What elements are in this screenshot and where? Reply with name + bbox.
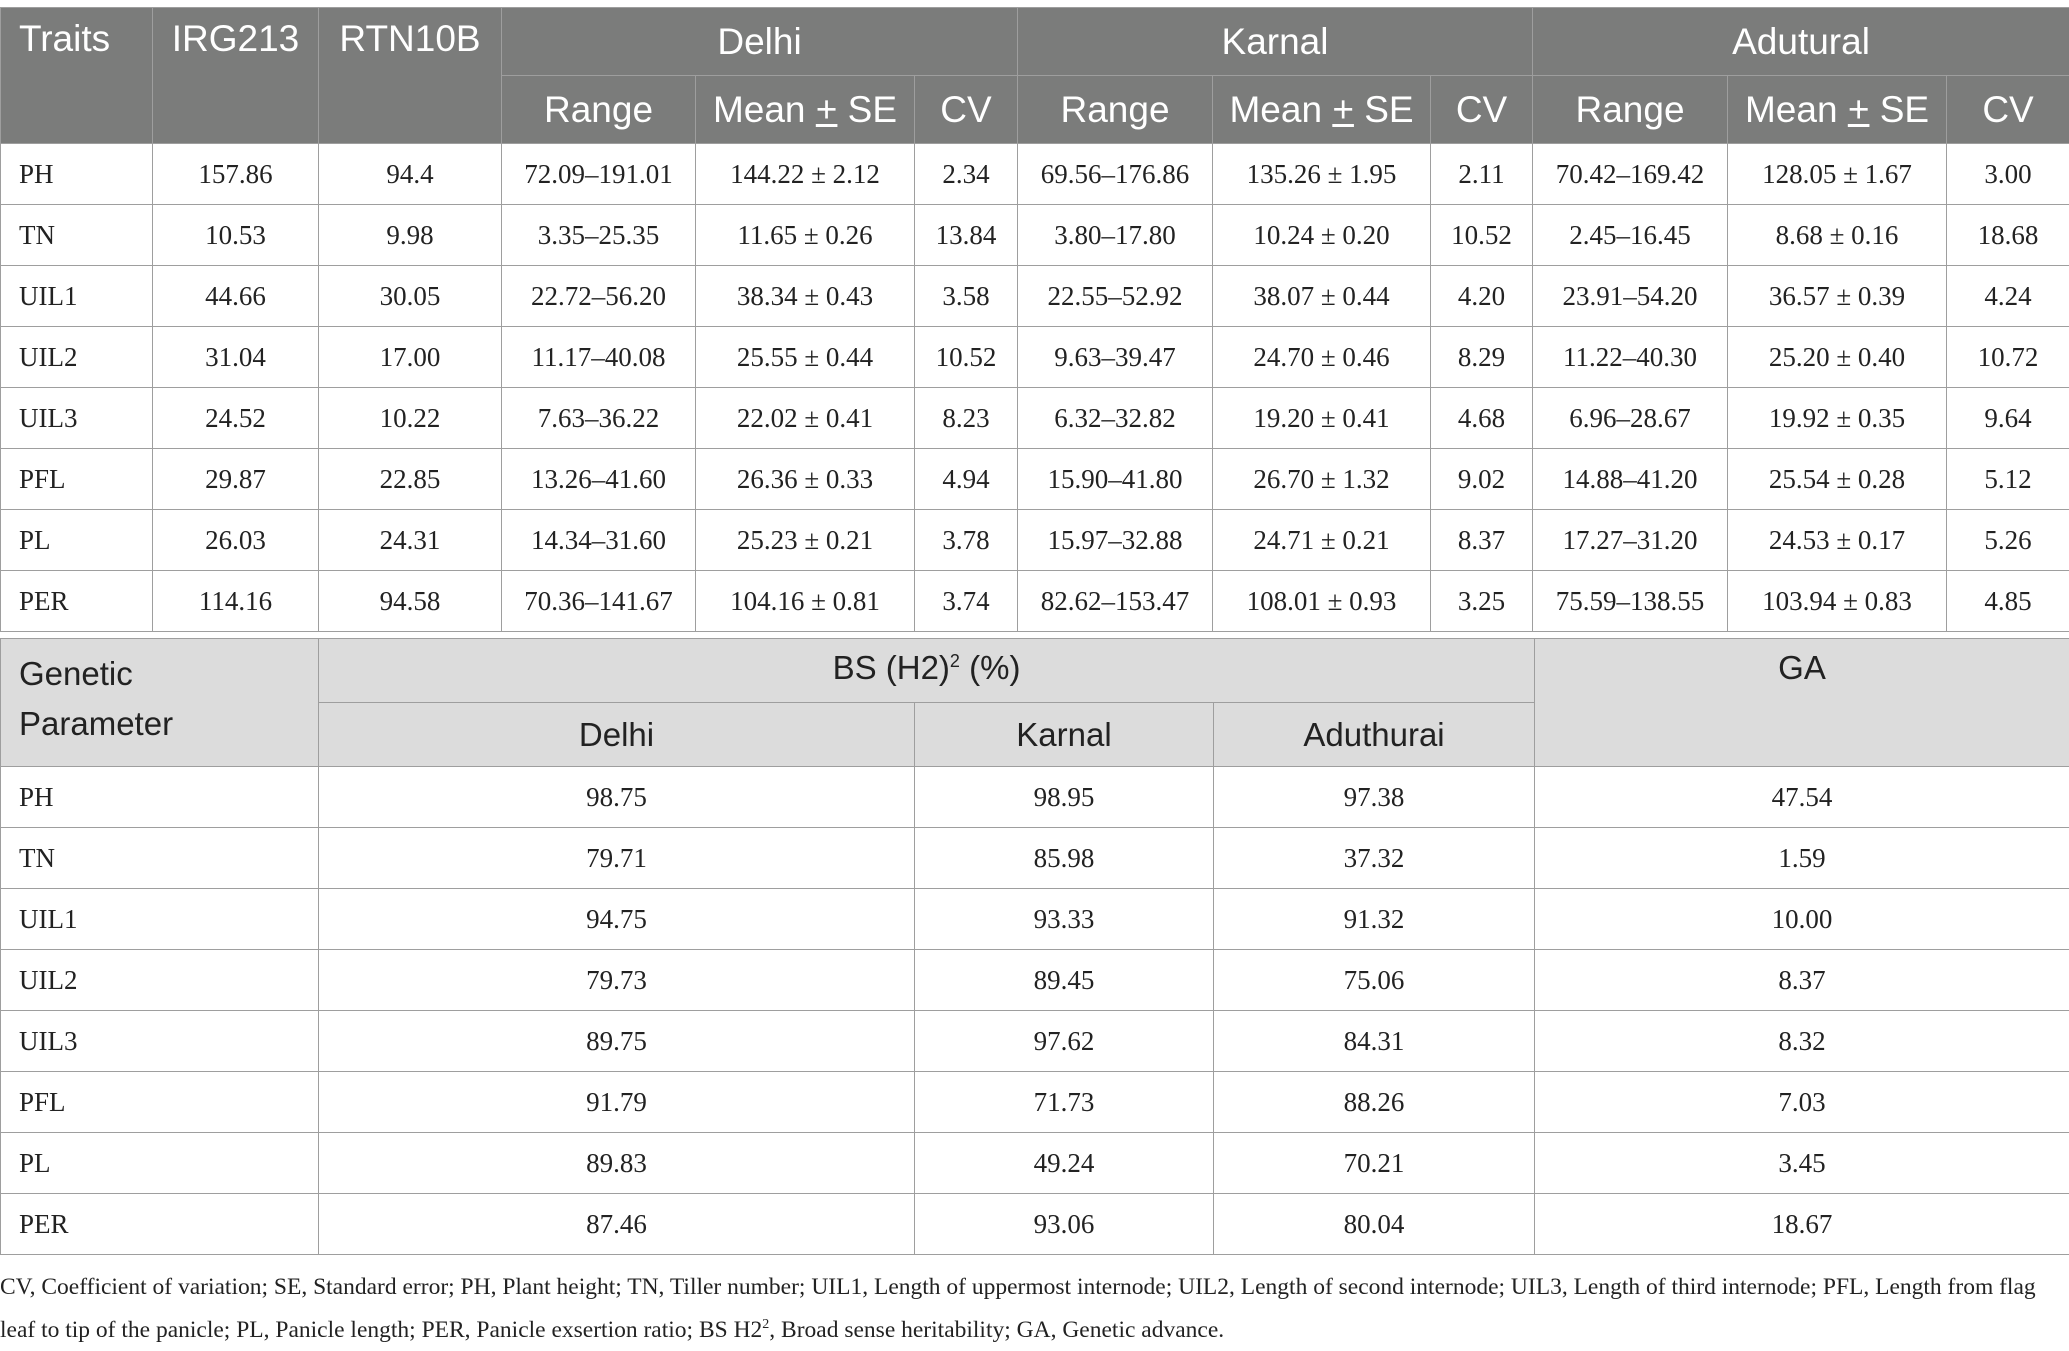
header-irg213: IRG213 — [153, 8, 319, 144]
table-cell: 22.85 — [319, 449, 502, 510]
table-cell: 94.75 — [319, 889, 915, 950]
header2-location-delhi: Delhi — [319, 703, 915, 767]
table-cell: 79.71 — [319, 828, 915, 889]
table-cell: 38.34 ± 0.43 — [696, 266, 915, 327]
table-cell: 26.03 — [153, 510, 319, 571]
table-cell: 9.63–39.47 — [1018, 327, 1213, 388]
table-cell: 10.00 — [1535, 889, 2069, 950]
subheader-mean-se — [1728, 76, 1947, 144]
mean-label: Mean — [1744, 88, 1848, 130]
table-cell: 93.06 — [915, 1194, 1214, 1255]
footnote-superscript: 2 — [762, 1317, 770, 1332]
table-cell: 31.04 — [153, 327, 319, 388]
genetic-parameter-table — [0, 638, 2069, 1255]
table-cell: 22.55–52.92 — [1018, 266, 1213, 327]
table-cell: 3.35–25.35 — [502, 205, 696, 266]
table-cell: 4.85 — [1947, 571, 2069, 632]
header-genetic-advance: GA — [1535, 639, 2069, 767]
header2-location-aduthurai: Aduthurai — [1214, 703, 1535, 767]
table-row — [1, 388, 2069, 449]
header-traits: Traits — [1, 8, 153, 144]
table-cell: 22.02 ± 0.41 — [696, 388, 915, 449]
table-cell: 7.03 — [1535, 1072, 2069, 1133]
table-cell: 24.52 — [153, 388, 319, 449]
table-cell: 70.42–169.42 — [1533, 144, 1728, 205]
plus-minus-symbol: + — [815, 88, 838, 130]
se-label: SE — [837, 88, 898, 130]
table-cell: 3.45 — [1535, 1133, 2069, 1194]
table-row — [1, 828, 2069, 889]
table-cell: 17.00 — [319, 327, 502, 388]
table-row — [1, 1194, 2069, 1255]
table-cell: 11.22–40.30 — [1533, 327, 1728, 388]
header-location-karnal: Karnal — [1018, 8, 1533, 76]
table-cell: 89.75 — [319, 1011, 915, 1072]
table-cell: 44.66 — [153, 266, 319, 327]
table-cell: 104.16 ± 0.81 — [696, 571, 915, 632]
table-cell: 94.4 — [319, 144, 502, 205]
table-cell: 4.20 — [1431, 266, 1533, 327]
header-rtn10b: RTN10B — [319, 8, 502, 144]
table-cell: 98.95 — [915, 767, 1214, 828]
parameter-name-cell: PER — [1, 1194, 319, 1255]
table-cell: 87.46 — [319, 1194, 915, 1255]
table-cell: 11.65 ± 0.26 — [696, 205, 915, 266]
trait-statistics-table — [0, 7, 2069, 632]
table-cell: 108.01 ± 0.93 — [1213, 571, 1431, 632]
table-cell: 10.24 ± 0.20 — [1213, 205, 1431, 266]
table-cell: 3.00 — [1947, 144, 2069, 205]
table-cell: 70.21 — [1214, 1133, 1535, 1194]
subheader-range: Range — [502, 76, 696, 144]
table-cell: 14.88–41.20 — [1533, 449, 1728, 510]
table-cell: 18.68 — [1947, 205, 2069, 266]
table-cell: 10.52 — [915, 327, 1018, 388]
plus-minus-symbol: + — [1847, 88, 1870, 130]
table-cell: 8.32 — [1535, 1011, 2069, 1072]
table-cell: 47.54 — [1535, 767, 2069, 828]
table-cell: 88.26 — [1214, 1072, 1535, 1133]
table-cell: 3.78 — [915, 510, 1018, 571]
table-cell: 17.27–31.20 — [1533, 510, 1728, 571]
table-cell: 24.31 — [319, 510, 502, 571]
table-cell: 89.45 — [915, 950, 1214, 1011]
table-cell: 25.55 ± 0.44 — [696, 327, 915, 388]
table-cell: 94.58 — [319, 571, 502, 632]
table-cell: 91.32 — [1214, 889, 1535, 950]
table-row — [1, 950, 2069, 1011]
table-cell: 97.62 — [915, 1011, 1214, 1072]
header-genetic-parameter — [1, 639, 319, 767]
table-cell: 4.24 — [1947, 266, 2069, 327]
table-cell: 8.37 — [1535, 950, 2069, 1011]
footnote-text-end: , Broad sense heritability; GA, Genetic advance. — [769, 1316, 1225, 1343]
table-cell: 3.80–17.80 — [1018, 205, 1213, 266]
subheader-cv: CV — [1431, 76, 1533, 144]
table-cell: 84.31 — [1214, 1011, 1535, 1072]
subheader-mean-se — [696, 76, 915, 144]
table-cell: 24.71 ± 0.21 — [1213, 510, 1431, 571]
table-cell: 79.73 — [319, 950, 915, 1011]
table-cell: 114.16 — [153, 571, 319, 632]
parameter-name-cell: PL — [1, 1133, 319, 1194]
table-cell: 9.02 — [1431, 449, 1533, 510]
se-label: SE — [1869, 88, 1930, 130]
table-cell: 38.07 ± 0.44 — [1213, 266, 1431, 327]
table-cell: 13.84 — [915, 205, 1018, 266]
table-cell: 10.72 — [1947, 327, 2069, 388]
table-cell: 4.68 — [1431, 388, 1533, 449]
trait-name-cell: UIL1 — [1, 266, 153, 327]
table-cell: 24.53 ± 0.17 — [1728, 510, 1947, 571]
table-cell: 5.12 — [1947, 449, 2069, 510]
table-row — [1, 205, 2069, 266]
table-row — [1, 1133, 2069, 1194]
table-cell: 85.98 — [915, 828, 1214, 889]
table-cell: 15.97–32.88 — [1018, 510, 1213, 571]
table-cell: 29.87 — [153, 449, 319, 510]
footnote-text: CV, Coefficient of variation; SE, Standard error; PH, Plant height; TN, Tiller number; UIL1, Length of uppermost internode; UIL2, Length of second internode; UIL3, Length of third internode; PFL, Length from flag leaf to tip of the panicle; PL, Panicle length; PER, Panicle exsertion ratio; BS H2 — [0, 1274, 2036, 1343]
table-row — [1, 889, 2069, 950]
table-cell: 49.24 — [915, 1133, 1214, 1194]
table-cell: 135.26 ± 1.95 — [1213, 144, 1431, 205]
table-cell: 5.26 — [1947, 510, 2069, 571]
bs-label: BS (H2) — [832, 649, 950, 686]
table-cell: 1.59 — [1535, 828, 2069, 889]
subheader-range: Range — [1533, 76, 1728, 144]
table-cell: 89.83 — [319, 1133, 915, 1194]
table-cell: 25.23 ± 0.21 — [696, 510, 915, 571]
table-cell: 6.32–32.82 — [1018, 388, 1213, 449]
table-cell: 25.20 ± 0.40 — [1728, 327, 1947, 388]
table-cell: 75.59–138.55 — [1533, 571, 1728, 632]
table-cell: 9.98 — [319, 205, 502, 266]
table-row — [1, 1011, 2069, 1072]
table-cell: 75.06 — [1214, 950, 1535, 1011]
bs-unit: (%) — [959, 649, 1021, 686]
table-cell: 2.11 — [1431, 144, 1533, 205]
subheader-range: Range — [1018, 76, 1213, 144]
header2-location-karnal: Karnal — [915, 703, 1214, 767]
trait-name-cell: PL — [1, 510, 153, 571]
parameter-name-cell: PFL — [1, 1072, 319, 1133]
table-cell: 128.05 ± 1.67 — [1728, 144, 1947, 205]
subheader-cv: CV — [915, 76, 1018, 144]
se-label: SE — [1353, 88, 1414, 130]
table-cell: 8.68 ± 0.16 — [1728, 205, 1947, 266]
table-cell: 37.32 — [1214, 828, 1535, 889]
header-genetic-parameter-line1: Genetic — [19, 655, 133, 692]
parameter-name-cell: UIL3 — [1, 1011, 319, 1072]
table-cell: 98.75 — [319, 767, 915, 828]
mean-label: Mean — [712, 88, 816, 130]
table-cell: 7.63–36.22 — [502, 388, 696, 449]
header-location-adutural: Adutural — [1533, 8, 2069, 76]
table-cell: 36.57 ± 0.39 — [1728, 266, 1947, 327]
table-row — [1, 571, 2069, 632]
table-cell: 71.73 — [915, 1072, 1214, 1133]
parameter-name-cell: UIL2 — [1, 950, 319, 1011]
table-cell: 69.56–176.86 — [1018, 144, 1213, 205]
table-row — [1, 767, 2069, 828]
header-broad-sense-heritability — [319, 639, 1535, 703]
table-cell: 80.04 — [1214, 1194, 1535, 1255]
table-cell: 8.37 — [1431, 510, 1533, 571]
table-cell: 4.94 — [915, 449, 1018, 510]
header-genetic-parameter-line2: Parameter — [19, 705, 174, 742]
table-cell: 25.54 ± 0.28 — [1728, 449, 1947, 510]
table-cell: 10.22 — [319, 388, 502, 449]
table-cell: 10.52 — [1431, 205, 1533, 266]
table-cell: 157.86 — [153, 144, 319, 205]
subheader-mean-se — [1213, 76, 1431, 144]
table-cell: 103.94 ± 0.83 — [1728, 571, 1947, 632]
table-cell: 10.53 — [153, 205, 319, 266]
table-row — [1, 449, 2069, 510]
table-cell: 72.09–191.01 — [502, 144, 696, 205]
table-cell: 91.79 — [319, 1072, 915, 1133]
table-cell: 97.38 — [1214, 767, 1535, 828]
table-cell: 26.36 ± 0.33 — [696, 449, 915, 510]
table-cell: 70.36–141.67 — [502, 571, 696, 632]
table-cell: 24.70 ± 0.46 — [1213, 327, 1431, 388]
trait-name-cell: PER — [1, 571, 153, 632]
table-cell: 19.20 ± 0.41 — [1213, 388, 1431, 449]
header-location-delhi: Delhi — [502, 8, 1018, 76]
bs-superscript: 2 — [949, 651, 960, 671]
trait-name-cell: UIL3 — [1, 388, 153, 449]
table-cell: 11.17–40.08 — [502, 327, 696, 388]
trait-name-cell: UIL2 — [1, 327, 153, 388]
table-cell: 3.58 — [915, 266, 1018, 327]
trait-name-cell: PH — [1, 144, 153, 205]
table-cell: 26.70 ± 1.32 — [1213, 449, 1431, 510]
table-cell: 15.90–41.80 — [1018, 449, 1213, 510]
table-cell: 23.91–54.20 — [1533, 266, 1728, 327]
trait-name-cell: TN — [1, 205, 153, 266]
table-row — [1, 510, 2069, 571]
table-cell: 13.26–41.60 — [502, 449, 696, 510]
table-cell: 3.25 — [1431, 571, 1533, 632]
table-cell: 2.45–16.45 — [1533, 205, 1728, 266]
table-cell: 19.92 ± 0.35 — [1728, 388, 1947, 449]
table-row — [1, 144, 2069, 205]
table-cell: 93.33 — [915, 889, 1214, 950]
subheader-cv: CV — [1947, 76, 2069, 144]
table-cell: 30.05 — [319, 266, 502, 327]
parameter-name-cell: TN — [1, 828, 319, 889]
table-footnote — [0, 1268, 2060, 1349]
table-cell: 8.29 — [1431, 327, 1533, 388]
parameter-name-cell: PH — [1, 767, 319, 828]
table-cell: 2.34 — [915, 144, 1018, 205]
table-cell: 144.22 ± 2.12 — [696, 144, 915, 205]
table-row — [1, 266, 2069, 327]
parameter-name-cell: UIL1 — [1, 889, 319, 950]
mean-label: Mean — [1229, 88, 1333, 130]
table-cell: 18.67 — [1535, 1194, 2069, 1255]
table-cell: 9.64 — [1947, 388, 2069, 449]
table-cell: 3.74 — [915, 571, 1018, 632]
trait-name-cell: PFL — [1, 449, 153, 510]
table-cell: 82.62–153.47 — [1018, 571, 1213, 632]
plus-minus-symbol: + — [1332, 88, 1354, 130]
table-row — [1, 1072, 2069, 1133]
table-cell: 14.34–31.60 — [502, 510, 696, 571]
table-cell: 22.72–56.20 — [502, 266, 696, 327]
table-cell: 6.96–28.67 — [1533, 388, 1728, 449]
table-cell: 8.23 — [915, 388, 1018, 449]
table-row — [1, 327, 2069, 388]
